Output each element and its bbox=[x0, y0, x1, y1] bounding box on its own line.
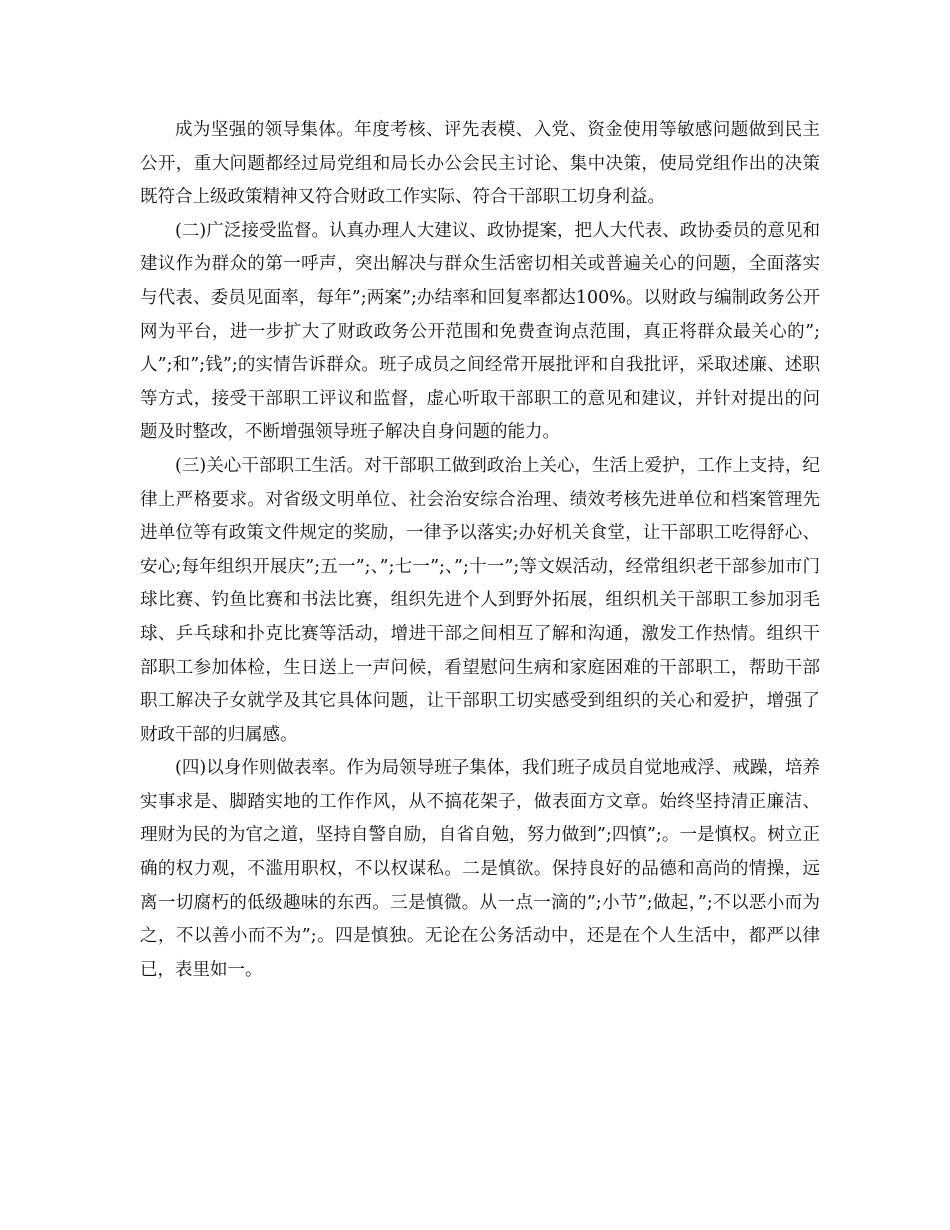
paragraph-leadership-collective: 成为坚强的领导集体。年度考核、评先表模、入党、资金使用等敏感问题做到民主公开，重大问题都经过局党组和局长办公会民主讨论、集中决策，使局党组作出的决策既符合上级政策精神又符合财政工作实际、符合干部职工切身利益。 bbox=[140, 120, 820, 208]
paragraph-care-for-staff: (三)关心干部职工生活。对干部职工做到政治上关心，生活上爱护，工作上支持，纪律上严格要求。对省级文明单位、社会治安综合治理、绩效考核先进单位和档案管理先进单位等有政策文件规定的奖励，一律予以落实;办好机关食堂，让干部职工吃得舒心、安心;每年组织开展庆”;五一”;、”;七一”;、”;十一”;等文娱活动，经常组织老干部参加市门球比赛、钓鱼比赛和书法比赛，组织先进个人到野外拓展，组织机关干部职工参加羽毛球、乒乓球和扑克比赛等活动，增进干部之间相互了解和沟通，激发工作热情。组织干部职工参加体检，生日送上一声问候，看望慰问生病和家庭困难的干部职工，帮助干部职工解决子女就学及其它具体问题，让干部职工切实感受到组织的关心和爱护，增强了财政干部的归属感。 bbox=[140, 455, 820, 745]
paragraph-lead-by-example: (四)以身作则做表率。作为局领导班子集体，我们班子成员自觉地戒浮、戒躁，培养实事求是、脚踏实地的工作作风，从不搞花架子，做表面方文章。始终坚持清正廉洁、理财为民的为官之道，坚持自警自励，自省自勉，努力做到”;四慎”;。一是慎权。树立正确的权力观，不滥用职权，不以权谋私。二是慎欲。保持良好的品德和高尚的情操，远离一切腐朽的低级趣味的东西。三是慎微。从一点一滴的”;小节”;做起，”;不以恶小而为之，不以善小而不为”;。四是慎独。无论在公务活动中，还是在个人生活中，都严以律已，表里如一。 bbox=[140, 758, 820, 980]
document-body bbox=[140, 114, 820, 987]
paragraph-accept-supervision: (二)广泛接受监督。认真办理人大建议、政协提案，把人大代表、政协委员的意见和建议作为群众的第一呼声，突出解决与群众生活密切相关或普遍关心的问题，全面落实与代表、委员见面率，每年”;两案”;办结率和回复率都达100%。以财政与编制政务公开网为平台，进一步扩大了财政政务公开范围和免费查询点范围，真正将群众最关心的”;人”;和”;钱”;的实情告诉群众。班子成员之间经常开展批评和自我批评，采取述廉、述职等方式，接受干部职工评议和监督，虚心听取干部职工的意见和建议，并针对提出的问题及时整改，不断增强领导班子解决自身问题的能力。 bbox=[140, 220, 820, 443]
